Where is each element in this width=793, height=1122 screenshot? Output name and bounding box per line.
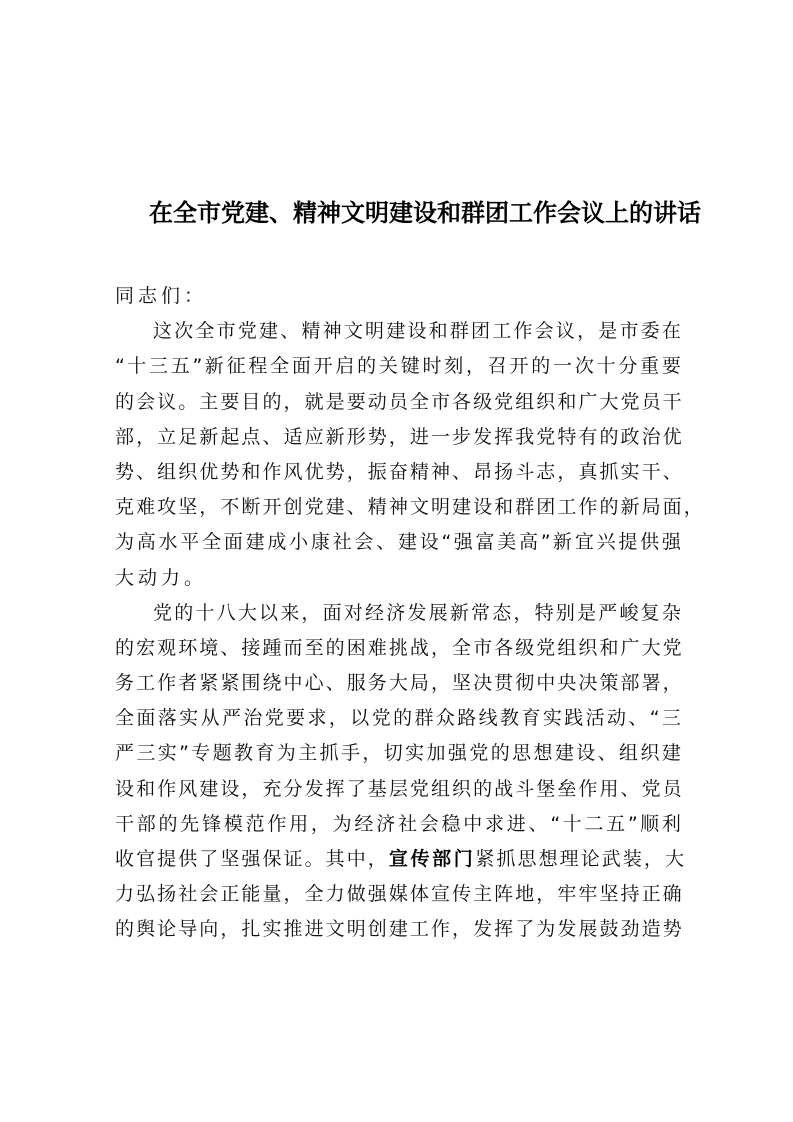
paragraph-line: 这 次 全 市 党 建 、 精 神 文 明 建 设 和 群 团 工 作 会 议 ， 是 市 委 在 bbox=[153, 320, 681, 343]
paragraph-line bbox=[115, 842, 684, 877]
paragraph-line: 大动力。 bbox=[115, 566, 208, 589]
paragraph-line: 全 面 落 实 从 严 治 党 要 求 ， 以 党 的 群 众 路 线 教 育 实 践 活 动 、 “ 三 bbox=[115, 707, 681, 730]
paragraph-line: 的 宏 观 环 境 、 接 踵 而 至 的 困 难 挑 战 ， 全 市 各 级 党 组 织 和 广 大 党 bbox=[115, 636, 682, 659]
paragraph-line: 党 的 十 八 大 以 来 ， 面 对 经 济 发 展 新 常 态 ， 特 别 是 严 峻 复 杂 bbox=[153, 601, 681, 624]
paragraph-line: 的 舆 论 导 向 ， 扎 实 推 进 文 明 创 建 工 作 ， 发 挥 了 为 发 展 鼓 劲 造 势 bbox=[115, 918, 682, 941]
paragraph-line: 务 工 作 者 紧 紧 围 绕 中 心 、 服 务 大 局 ， 坚 决 贯 彻 中 央 决 策 部 署 ， bbox=[115, 672, 682, 695]
text-segment: 收 官 提 供 了 坚 强 保 证 。 其 中 ， bbox=[115, 848, 387, 870]
paragraph-line: “ 十 三 五 ” 新 征 程 全 面 开 启 的 关 键 时 刻 ， 召 开 的 一 次 十 分 重 要 bbox=[115, 355, 681, 378]
paragraph-line: 为 高 水 平 全 面 建 成 小 康 社 会 、 建 设 “ 强 富 美 高 ” 新 宜 兴 提 供 强 bbox=[115, 531, 681, 554]
paragraph-line: 严 三 实 ” 专 题 教 育 为 主 抓 手 ， 切 实 加 强 党 的 思 想 建 设 、 组 织 建 bbox=[115, 742, 681, 765]
paragraph-line: 设 和 作 风 建 设 ， 充 分 发 挥 了 基 层 党 组 织 的 战 斗 堡 垒 作 用 、 党 员 bbox=[115, 777, 682, 800]
paragraph-line: 的 会 议 。 主 要 目 的 ， 就 是 要 动 员 全 市 各 级 党 组 织 和 广 大 党 员 干 bbox=[115, 390, 682, 413]
document-title: 在全市党建、精神文明建设和群团工作会议上的讲话 bbox=[149, 199, 701, 227]
paragraph-line: 部 ， 立 足 新 起 点 、 适 应 新 形 势 ， 进 一 步 发 挥 我 党 特 有 的 政 治 优 bbox=[115, 425, 682, 448]
text-segment: 紧 抓 思 想 理 论 武 装 ， 大 bbox=[475, 848, 684, 870]
paragraph-line: 克 难 攻 坚 ， 不 断 开 创 党 建 、 精 神 文 明 建 设 和 群 团 工 作 的 新 局 面 ， bbox=[115, 496, 703, 519]
document-body bbox=[115, 279, 703, 948]
paragraph-line: 干 部 的 先 锋 模 范 作 用 ， 为 经 济 社 会 稳 中 求 进 、 “ 十 二 五 ” 顺 利 bbox=[115, 812, 681, 835]
bold-highlight: 宣 传 部 门 bbox=[388, 848, 473, 870]
paragraph-line: 力 弘 扬 社 会 正 能 量 ， 全 力 做 强 媒 体 宣 传 主 阵 地 ， 牢 牢 坚 持 正 确 bbox=[115, 883, 682, 906]
salutation: 同志们： bbox=[115, 285, 208, 307]
paragraph-line: 势 、 组 织 优 势 和 作 风 优 势 ， 振 奋 精 神 、 昂 扬 斗 志 ， 真 抓 实 干 、 bbox=[115, 460, 682, 483]
